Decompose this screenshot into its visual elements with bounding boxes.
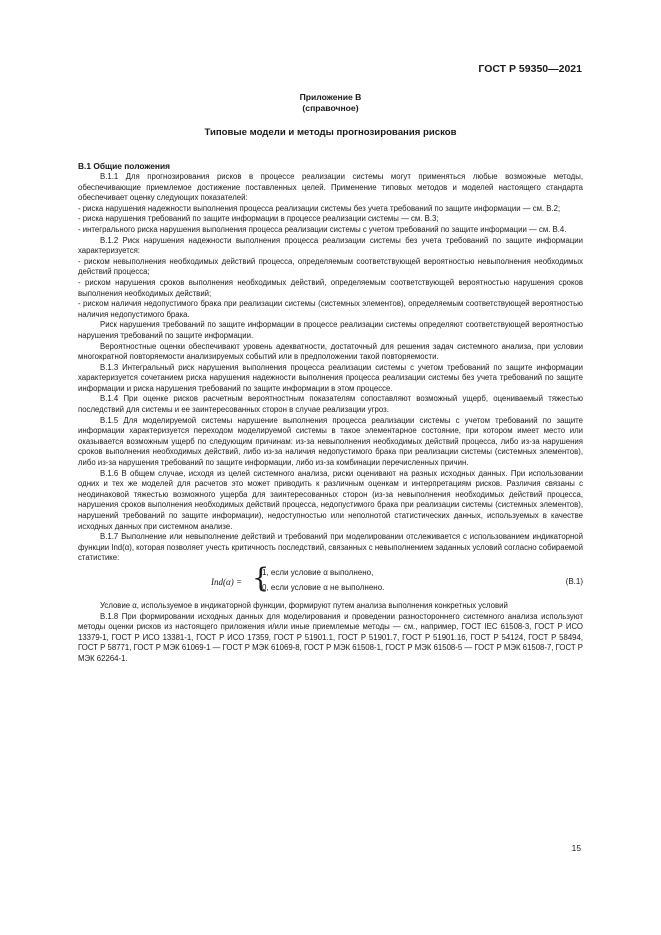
paragraph: В.1.6 В общем случае, исходя из целей системного анализа, риски оценивают на разных исходных данных. При использовании одних и тех же моделей для расчетов это может приводить к различным оценкам и интерпретациям рисков. Различия связаны с неодинаковой тяжестью возможного ущерба для заинтересованных сторон (из-за невыполнения необходимых действий процесса, нарушения сроков выполнения необходимых действий процесса, недопустимого брака при реализации системы (системных элементов), нарушений требований по защите информации), недоступностью или неполнотой статистических данных, используемых в качестве исходных данных при системном анализе. xyxy=(78,468,583,531)
document-body xyxy=(78,172,583,665)
formula-number: (В.1) xyxy=(565,576,583,586)
paragraph: В.1.8 При формировании исходных данных для моделирования и проведении разностороннего системного анализа используют методы оценки рисков из настоящего приложения и/или иные приемлемые методы — см., например, ГОСТ IEC 61508-3, ГОСТ Р ИСО 13379-1, ГОСТ Р ИСО 13381-1, ГОСТ Р ИСО 17359, ГОСТ Р 51901.1, ГОСТ Р 51901.7, ГОСТ Р 51901.16, ГОСТ Р 54124, ГОСТ Р 58494, ГОСТ Р 58771, ГОСТ Р МЭК 61069-1 — ГОСТ Р МЭК 61069-8, ГОСТ Р МЭК 61508-1, ГОСТ Р МЭК 61508-5 — ГОСТ Р МЭК 61508-7, ГОСТ Р МЭК 62264-1. xyxy=(78,611,583,663)
appendix-main-title: Типовые модели и методы прогнозирования рисков xyxy=(204,127,457,138)
paragraph: В.1.3 Интегральный риск нарушения выполнения процесса реализации системы с учетом требований по защите информации характеризуется сочетанием риска нарушения надежности выполнения процесса реализации системы без учета требований по защите информации и риска нарушения требований по защите информации в этом процессе. xyxy=(78,362,583,393)
formula-case-1: 1, если условие α выполнено, xyxy=(262,567,374,577)
list-item: - риском нарушения сроков выполнения необходимых действий, определяемым соответствующей вероятностью нарушения сроков выполнения необходимых действий; xyxy=(78,277,583,298)
page-number: 15 xyxy=(571,843,581,853)
list-item: - риска нарушения требований по защите информации в процессе реализации системы — см. В.3; xyxy=(78,214,439,224)
list-item: - риском невыполнения необходимых действий процесса, определяемым соответствующей вероятностью невыполнения необходимых действий процесса; xyxy=(78,256,583,277)
section-title: В.1 Общие положения xyxy=(78,161,171,171)
paragraph: В.1.2 Риск нарушения надежности выполнения процесса реализации системы без учета требований по защите информации характеризуется: xyxy=(78,235,583,256)
formula-b1 xyxy=(78,562,583,598)
standard-number: ГОСТ Р 59350—2021 xyxy=(478,63,582,75)
paragraph: В.1.5 Для моделируемой системы нарушение выполнения процесса реализации системы с учетом требований по защите информации характеризуется переходом моделируемой системы в такое элементарное состояние, при котором имеет место или оказывается возможным ущерб по следующим причинам: из-за невыполнения необходимых действий процесса, либо из-за нарушения сроков выполнения необходимых действий, либо из-за наличия недопустимого брака при реализации системы (системных элементов), либо из-за нарушения требований по защите информации, либо из-за комбинации перечисленных причин. xyxy=(78,415,583,468)
paragraph: Вероятностные оценки обеспечивают уровень адекватности, достаточный для решения задач системного анализа, при условии многократной повторяемости анализируемых событий или в предположении такой повторяемости. xyxy=(78,341,583,362)
formula-brace-icon: { xyxy=(252,562,270,594)
formula-lhs: Ind(α) = xyxy=(211,576,243,587)
list-item: - интегрального риска нарушения выполнения процесса реализации системы с учетом требований по защите информации — см. В.4. xyxy=(78,224,567,234)
paragraph: В.1.4 При оценке рисков расчетным вероятностным показателям сопоставляют возможный ущерб, оцениваемый тяжестью последствий для системы и ее заинтересованных сторон в случае реализации угроз. xyxy=(78,394,583,415)
paragraph: В.1.1 Для прогнозирования рисков в процессе реализации системы могут применяться любые возможные методы, обеспечивающие приемлемое достижение поставленных целей. Применение типовых методов и моделей настоящего стандарта обеспечивает оценку следующих показателей: xyxy=(78,172,583,203)
list-item: - риска нарушения надежности выполнения процесса реализации системы без учета требований по защите информации — см. В.2; xyxy=(78,203,561,213)
formula-case-2: 0, если условие α не выполнено. xyxy=(262,582,385,592)
paragraph: Условие α, используемое в индикаторной функции, формируют путем анализа выполнения конкретных условий xyxy=(100,600,508,610)
appendix-subtitle: (справочное) xyxy=(302,103,359,113)
paragraph: Риск нарушения требований по защите информации в процессе реализации системы определяют соответствующей вероятностью нарушения требований по защите информации. xyxy=(78,320,583,340)
list-item: - риском наличия недопустимого брака при реализации системы (системных элементов), определяемым соответствующей вероятностью наличия недопустимого брака. xyxy=(78,299,583,319)
appendix-title: Приложение В xyxy=(299,92,362,102)
paragraph: В.1.7 Выполнение или невыполнение действий и требований при моделировании отслеживается с использованием индикаторной функции Ind(α), которая позволяет учесть критичность последствий, связанных с невыполнением заданных условий согласно собираемой статистике: xyxy=(78,532,583,563)
